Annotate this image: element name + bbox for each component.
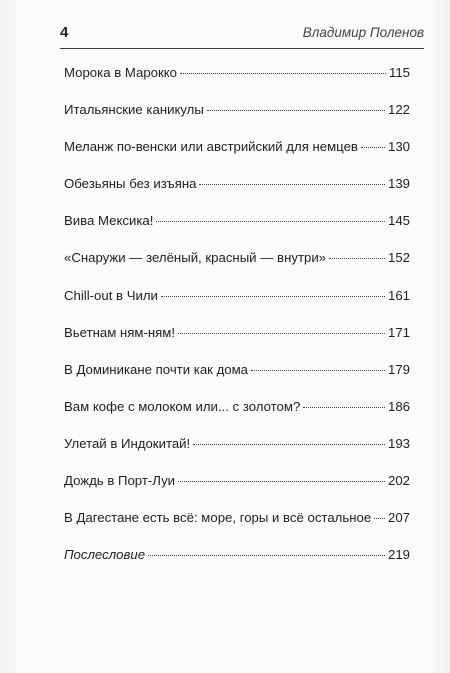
toc-entry-page: 152 [387,250,410,266]
toc-entry-page: 179 [387,361,410,377]
toc-entry-title: Дождь в Порт-Луи [64,473,176,489]
toc-entry [64,248,410,285]
toc-entry [64,360,410,397]
toc-entry [64,434,410,471]
toc-entry [64,137,410,174]
toc-entry-page: 171 [387,324,410,340]
toc-entry-title: «Снаружи — зелёный, красный — внутри» [64,250,327,266]
toc-leader-dots [180,73,386,74]
toc-entry [64,174,410,211]
toc-entry-title: В Дагестане есть всё: море, горы и всё остальное [64,510,372,526]
toc-leader-dots [193,444,385,445]
toc-entry-page: 186 [387,398,410,414]
toc-entry-page: 161 [387,287,410,303]
toc-entry-title: Обезьяны без изъяна [64,176,197,192]
toc-entry [64,211,410,248]
toc-leader-dots [148,555,385,556]
toc-entry [64,397,410,434]
page-number: 4 [60,24,69,41]
toc-leader-dots [207,110,385,111]
toc-entry-afterword [64,545,410,582]
toc-entry-title: В Доминикане почти как дома [64,361,249,377]
toc-leader-dots [156,221,385,222]
toc-entry-title: Chill-out в Чили [64,287,158,303]
toc-leader-dots [178,481,385,482]
toc-entry-page: 202 [387,473,410,489]
toc-entry-title: Меланж по-венски или австрийский для немцев [64,139,358,155]
toc-leader-dots [303,407,385,408]
toc-entry [64,100,410,137]
toc-entry [64,323,410,360]
toc-entry-title: Итальянские каникулы [64,102,204,118]
toc-entry-page: 145 [387,213,410,229]
toc-entry-page: 193 [387,435,410,451]
toc-leader-dots [251,370,385,371]
toc-entry-title: Вам кофе с молоком или... с золотом? [64,398,301,414]
running-head-author: Владимир Поленов [302,25,424,40]
toc-entry-title: Послесловие [64,547,146,563]
toc-entry [64,508,410,545]
toc-entry-page: 207 [387,510,410,526]
table-of-contents [64,63,410,582]
toc-entry [64,63,410,100]
toc-entry-page: 219 [387,547,410,563]
toc-leader-dots [374,518,385,519]
toc-leader-dots [199,184,385,185]
toc-entry-page: 115 [388,65,410,80]
toc-entry [64,471,410,508]
toc-leader-dots [161,296,385,297]
toc-entry-page: 122 [387,102,410,118]
toc-entry-page: 130 [387,139,410,155]
toc-entry-title: Улетай в Индокитай! [64,435,191,451]
toc-entry-title: Вива Мексика! [64,213,154,229]
toc-entry-title: Морока в Марокко [64,65,178,80]
toc-entry-title: Вьетнам ням-ням! [64,324,175,340]
toc-leader-dots [361,147,385,148]
toc-entry [64,286,410,323]
page-header [60,22,424,49]
toc-entry-page: 139 [387,176,410,192]
toc-leader-dots [329,258,385,259]
toc-leader-dots [178,333,385,334]
